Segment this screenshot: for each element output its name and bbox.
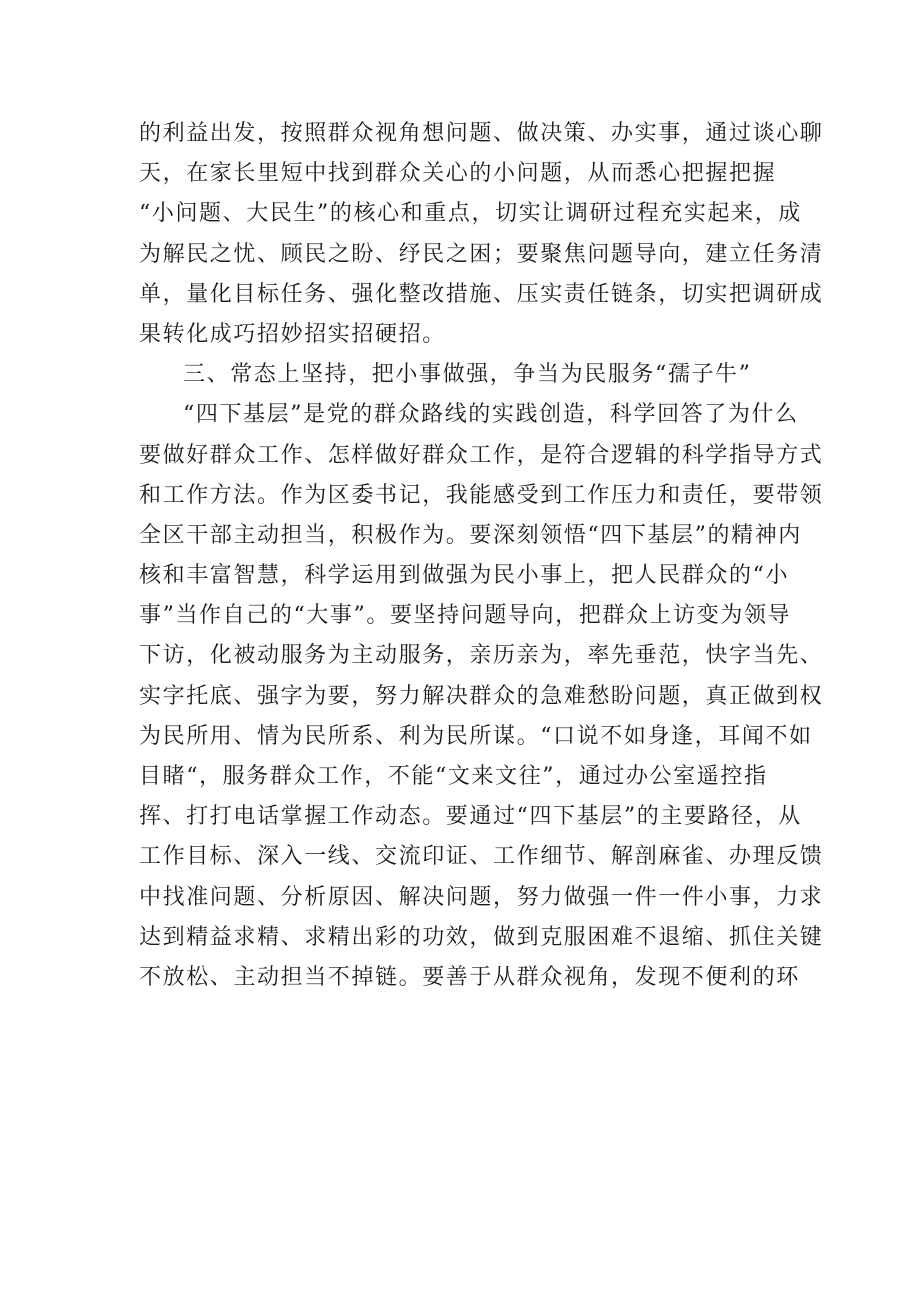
paragraph-line: 全区干部主动担当，积极作为。要深刻领悟“四下基层”的精神内 — [139, 522, 802, 548]
paragraph-2 — [139, 395, 824, 998]
paragraph-line: 实字托底、强字为要，努力解决群众的急难愁盼问题，真正做到权 — [139, 683, 824, 709]
paragraph-line: 的利益出发，按照群众视角想问题、做决策、办实事，通过谈心聊 — [139, 121, 824, 146]
paragraph-line: 事”当作自己的“大事”。要坚持问题导向，把群众上访变为领导 — [139, 603, 792, 629]
paragraph-line: “四下基层”是党的群众路线的实践创造，科学回答了为什么 — [183, 402, 799, 428]
document-body — [139, 114, 824, 998]
paragraph-line: 达到精益求精、求精出彩的功效，做到克服困难不退缩、抓住关键 — [139, 924, 824, 950]
section-heading: 三、常态上坚持，把小事做强，争当为民服务“孺子牛” — [183, 362, 752, 388]
paragraph-line: 挥、打打电话掌握工作动态。要通过“四下基层”的主要路径，从 — [139, 804, 802, 830]
paragraph-line: 目睹“，服务群众工作，不能“文来文往”，通过办公室遥控指 — [139, 764, 768, 789]
paragraph-line: 天，在家长里短中找到群众关心的小问题，从而悉心把握把握 — [139, 161, 777, 187]
paragraph-line: 果转化成巧招妙招实招硬招。 — [139, 321, 446, 347]
paragraph-line: 和工作方法。作为区委书记，我能感受到工作压力和责任，要带领 — [139, 482, 824, 508]
paragraph-1 — [139, 114, 824, 355]
paragraph-line: 工作目标、深入一线、交流印证、工作细节、解剖麻雀、办理反馈 — [139, 844, 824, 870]
paragraph-line: 单，量化目标任务、强化整改措施、压实责任链条，切实把调研成 — [139, 281, 824, 307]
paragraph-line: “小问题、大民生”的核心和重点，切实让调研过程充实起来，成 — [139, 201, 802, 227]
paragraph-line: 为民所用、情为民所系、利为民所谋。“口说不如身逢，耳闻不如 — [139, 723, 813, 749]
paragraph-line: 核和丰富智慧，科学运用到做强为民小事上，把人民群众的“小 — [139, 563, 790, 589]
paragraph-line: 要做好群众工作、怎样做好群众工作，是符合逻辑的科学指导方式 — [139, 442, 824, 468]
paragraph-line: 中找准问题、分析原因、解决问题，努力做强一件一件小事，力求 — [139, 884, 824, 910]
paragraph-line: 下访，化被动服务为主动服务，亲历亲为，率先垂范，快字当先、 — [139, 643, 824, 669]
paragraph-line: 不放松、主动担当不掉链。要善于从群众视角，发现不便利的环 — [139, 964, 800, 990]
paragraph-line: 为解民之忧、顾民之盼、纾民之困；要聚焦问题导向，建立任务清 — [139, 241, 824, 267]
